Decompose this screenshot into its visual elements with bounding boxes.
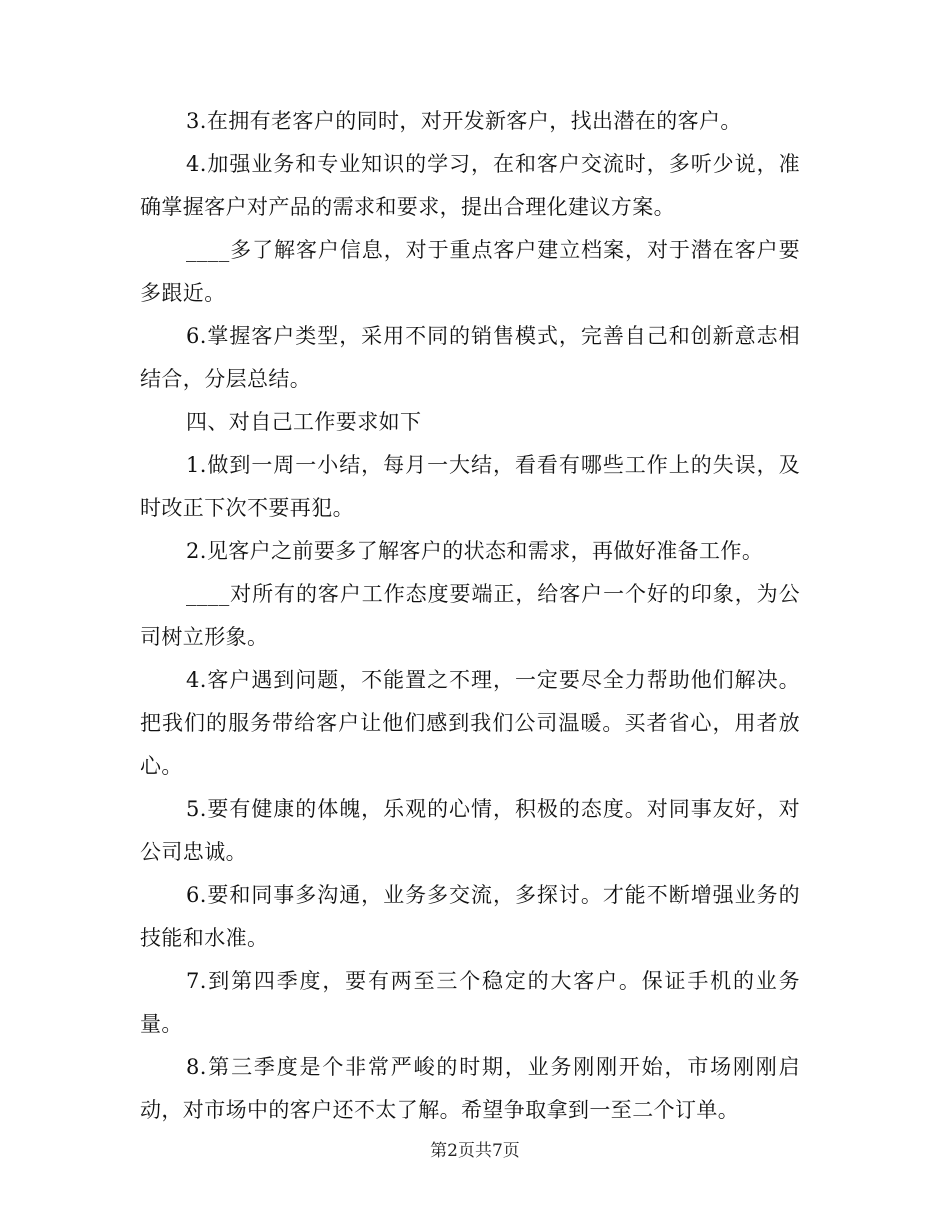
- paragraph-item-4: 4.加强业务和专业知识的学习，在和客户交流时，多听少说，准确掌握客户对产品的需求和要求，提出合理化建议方案。: [140, 152, 800, 219]
- requirement-item-5: 5.要有健康的体魄，乐观的心情，积极的态度。对同事友好，对公司忠诚。: [140, 797, 800, 864]
- paragraph-item-3: 3.在拥有老客户的同时，对开发新客户，找出潜在的客户。: [186, 109, 742, 133]
- requirement-item-2: 2.见客户之前要多了解客户的状态和需求，再做好准备工作。: [186, 539, 764, 563]
- document-body: [140, 100, 800, 1132]
- requirement-item-7: 7.到第四季度，要有两至三个稳定的大客户。保证手机的业务量。: [140, 969, 800, 1036]
- paragraph-item-5: ____多了解客户信息，对于重点客户建立档案，对于潜在客户要多跟近。: [140, 238, 800, 305]
- requirement-item-6: 6.要和同事多沟通，业务多交流，多探讨。才能不断增强业务的技能和水准。: [140, 883, 800, 950]
- requirement-item-3: ____对所有的客户工作态度要端正，给客户一个好的印象，为公司树立形象。: [140, 582, 800, 649]
- section-heading: 四、对自己工作要求如下: [186, 410, 422, 434]
- requirement-item-4: 4.客户遇到问题，不能置之不理，一定要尽全力帮助他们解决。把我们的服务带给客户让他们感到我们公司温暖。买者省心，用者放心。: [140, 668, 800, 778]
- requirement-item-1: 1.做到一周一小结，每月一大结，看看有哪些工作上的失误，及时改正下次不要再犯。: [140, 453, 800, 520]
- page-number: 第2页共7页: [430, 1141, 520, 1161]
- requirement-item-8: 8.第三季度是个非常严峻的时期，业务刚刚开始，市场刚刚启动，对市场中的客户还不太了解。希望争取拿到一至二个订单。: [140, 1055, 800, 1122]
- paragraph-item-6: 6.掌握客户类型，采用不同的销售模式，完善自己和创新意志相结合，分层总结。: [140, 324, 800, 391]
